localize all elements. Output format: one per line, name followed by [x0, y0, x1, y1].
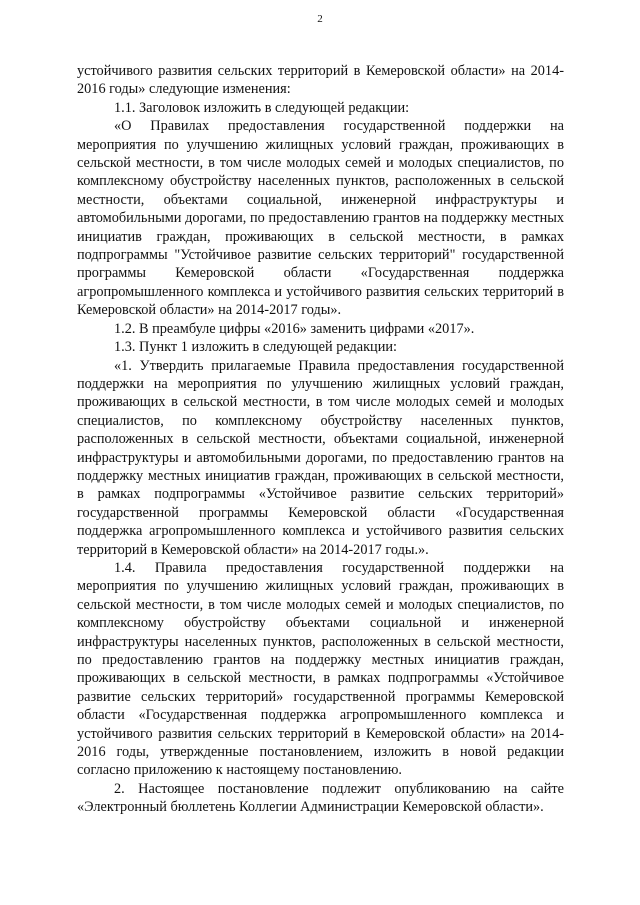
- document-body: [77, 62, 564, 817]
- paragraph-point-1-text: «1. Утвердить прилагаемые Правила предоставления государственной поддержки на мероприятия по улучшению жилищных условий граждан, проживающих в сельской местности, в том числе молодых семей и молодых специалистов, по комплексному обустройству населенных пунктов, расположенных в сельской местности, объектами социальной, инженерной инфраструктуры и автомобильными дорогами, по предоставлению грантов на поддержку местных инициатив граждан, проживающих в сельской местности, в рамках подпрограммы «Устойчивое развитие сельских территорий» государственной программы Кемеровской области «Государственная поддержка агропромышленного комплекса и устойчивого развития сельских территорий в Кемеровской области» на 2014-2017 годы.».: [77, 357, 564, 558]
- paragraph-item-1-2: 1.2. В преамбуле цифры «2016» заменить цифрами «2017».: [114, 320, 475, 337]
- page-number: 2: [317, 13, 323, 25]
- paragraph-item-1-1: 1.1. Заголовок изложить в следующей редакции:: [114, 99, 410, 116]
- paragraph-new-title: «О Правилах предоставления государственной поддержки на мероприятия по улучшению жилищных условий граждан, проживающих в сельской местности, в том числе молодых семей и молодых специалистов, по комплексному обустройству населенных пунктов, расположенных в сельской местности, объектами социальной, инженерной инфраструктуры и автомобильными дорогами, по предоставлению грантов на поддержку местных инициатив граждан, проживающих в сельской местности, в рамках подпрограммы "Устойчивое развитие сельских территорий" государственной программы Кемеровской области «Государственная поддержка агропромышленного комплекса и устойчивого развития сельских территорий в Кемеровской области» на 2014-2017 годы».: [77, 118, 564, 319]
- paragraph-item-1-3: 1.3. Пункт 1 изложить в следующей редакции:: [114, 339, 397, 356]
- paragraph-intro-continuation: устойчивого развития сельских территорий в Кемеровской области» на 2014-2016 годы» следующие изменения:: [77, 63, 564, 98]
- paragraph-item-2: 2. Настоящее постановление подлежит опубликованию на сайте «Электронный бюллетень Коллегии Администрации Кемеровской области».: [77, 780, 564, 816]
- paragraph-item-1-4: 1.4. Правила предоставления государственной поддержки на мероприятия по улучшению жилищных условий граждан, проживающих в сельской местности, в том числе молодых семей и молодых специалистов, по комплексному обустройству объектами социальной и инженерной инфраструктуры населенных пунктов, расположенных в сельской местности, по предоставлению грантов на поддержку местных инициатив граждан, проживающих в сельской местности, в рамках подпрограммы «Устойчивое развитие сельских территорий» государственной программы Кемеровской области «Государственная поддержка агропромышленного комплекса и устойчивого развития сельских территорий в Кемеровской области» на 2014-2016 годы, утвержденные постановлением, изложить в новой редакции согласно приложению к настоящему постановлению.: [77, 559, 564, 779]
